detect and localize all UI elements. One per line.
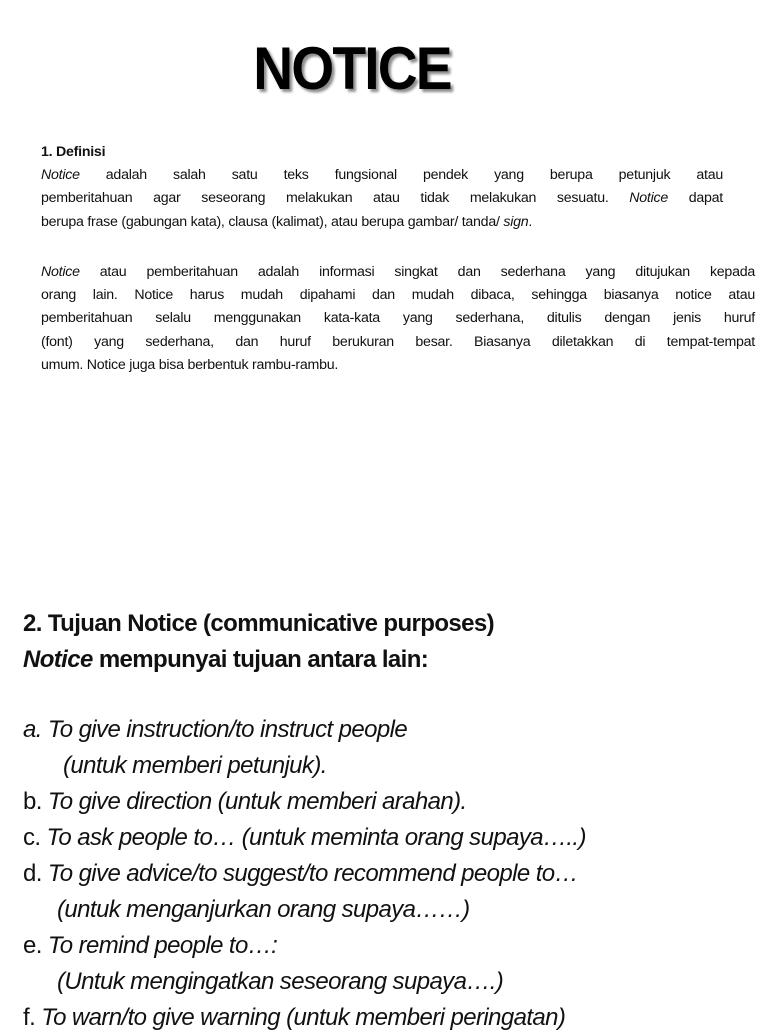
list-text: To give instruction/to instruct people	[47, 716, 408, 743]
text-run: berupa frase (gabungan kata), clausa (kalimat), atau berupa gambar/ tanda/	[41, 213, 504, 230]
page-title: NOTICE	[253, 35, 451, 102]
purposes-intro	[23, 642, 763, 678]
text-line: (font) yang sederhana, dan huruf berukuran besar. Biasanya diletakkan di tempat-tempat	[41, 333, 755, 350]
text-run: adalah salah satu teks fungsional pendek yang berupa petunjuk atau	[79, 167, 723, 184]
list-marker: e.	[23, 932, 48, 959]
list-item	[23, 784, 763, 820]
list-text: To give advice/to suggest/to recommend people to…	[47, 860, 578, 887]
list-text: To remind people to…:	[47, 932, 278, 959]
list-subtext: (untuk menganjurkan orang supaya……)	[57, 896, 470, 923]
list-subtext: (Untuk mengingatkan seseorang supaya….)	[57, 968, 504, 995]
text-line	[41, 261, 755, 284]
list-marker: d.	[23, 860, 48, 887]
text-line: pemberitahuan selalu menggunakan kata-kata yang sederhana, ditulis dengan jenis huruf	[41, 310, 755, 327]
list-item-sub	[23, 964, 763, 1000]
definition-section	[41, 141, 723, 234]
italic-term: Notice	[41, 167, 80, 184]
text-run: pemberitahuan agar seseorang melakukan atau tidak melakukan sesuatu.	[41, 190, 630, 207]
list-text: To ask people to… (untuk meminta orang supaya…..)	[46, 824, 586, 851]
text-line: orang lain. Notice harus mudah dipahami dan mudah dibaca, sehingga biasanya notice atau	[41, 287, 755, 304]
italic-term: sign	[503, 213, 529, 230]
list-item	[23, 712, 763, 748]
list-text: To give direction (untuk memberi arahan).	[47, 788, 467, 815]
list-marker: a.	[23, 716, 48, 743]
list-item	[23, 820, 763, 856]
purposes-section	[23, 606, 763, 1036]
list-item	[23, 856, 763, 892]
list-marker: b.	[23, 788, 48, 815]
text-line: umum. Notice juga bisa berbentuk rambu-rambu.	[41, 356, 339, 373]
list-subtext: (untuk memberi petunjuk).	[63, 752, 327, 779]
list-item-sub	[23, 892, 763, 928]
spacer	[23, 678, 763, 712]
list-marker: c.	[23, 824, 47, 851]
definition-heading: 1. Definisi	[41, 144, 106, 160]
text-line	[41, 164, 723, 187]
italic-term: Notice	[41, 264, 80, 280]
list-item	[23, 1000, 763, 1036]
text-run: mempunyai tujuan antara lain:	[92, 646, 429, 673]
text-line	[41, 187, 723, 210]
text-run: .	[528, 213, 533, 230]
list-item	[23, 928, 763, 964]
italic-term: Notice	[23, 646, 93, 673]
text-run: atau pemberitahuan adalah informasi singkat dan sederhana yang ditujukan kepada	[79, 264, 755, 280]
definition-paragraph-2	[41, 261, 755, 377]
list-marker: f.	[23, 1004, 42, 1031]
text-run: dapat	[668, 190, 723, 207]
text-line	[41, 211, 723, 234]
list-item-sub	[23, 748, 763, 784]
italic-term: Notice	[629, 190, 669, 207]
list-text: To warn/to give warning (untuk memberi peringatan)	[41, 1004, 566, 1031]
purposes-heading: 2. Tujuan Notice (communicative purposes)	[23, 610, 495, 637]
